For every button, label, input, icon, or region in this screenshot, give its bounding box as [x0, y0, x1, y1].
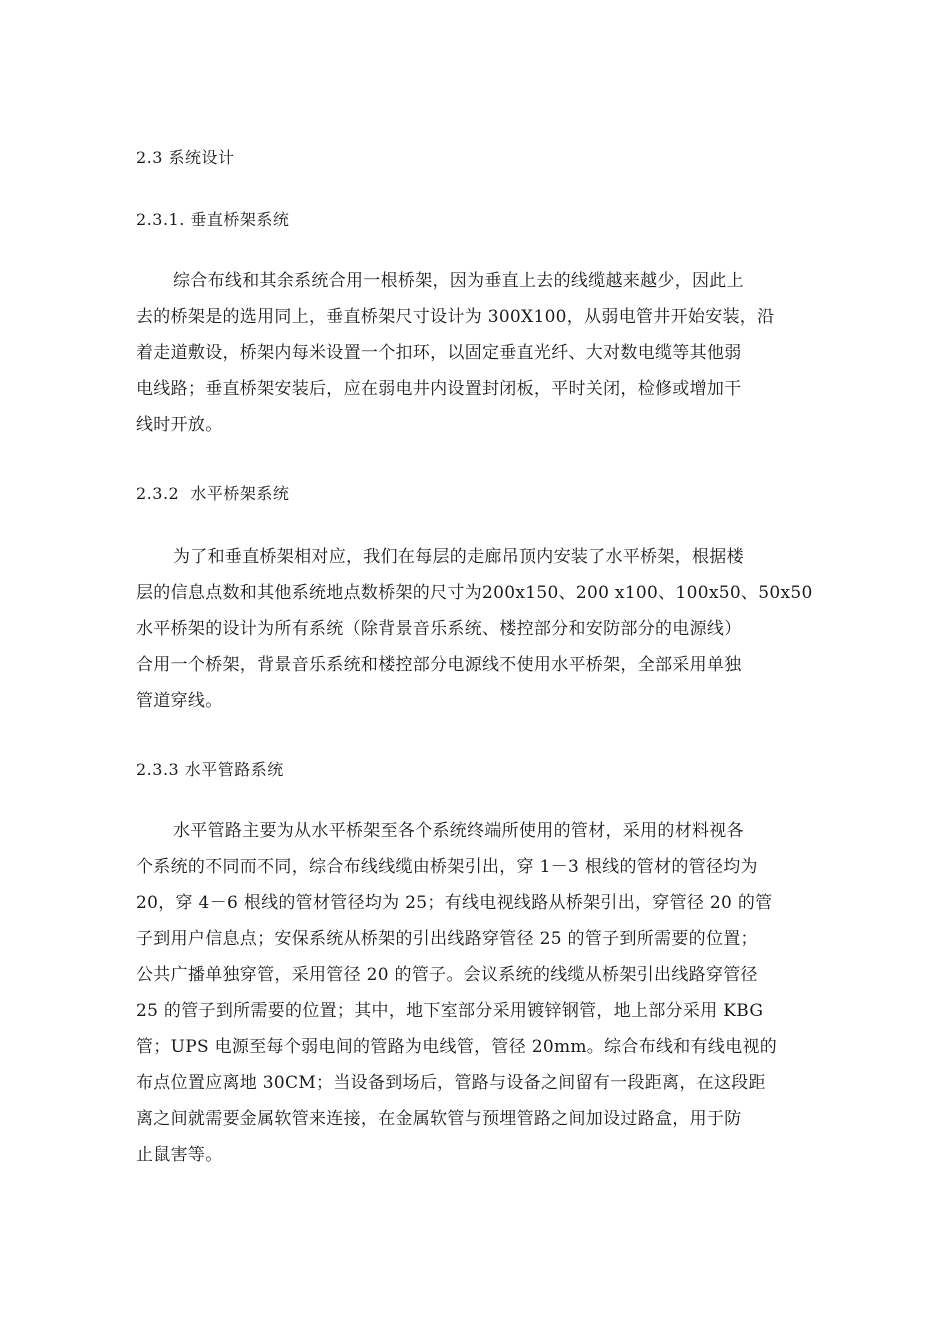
paragraph-line: 为了和垂直桥架相对应，我们在每层的走廊吊顶内安装了水平桥架，根据楼 — [173, 547, 744, 567]
paragraph-line: 综合布线和其余系统合用一根桥架，因为垂直上去的线缆越来越少，因此上 — [173, 271, 744, 291]
paragraph-line: 水平桥架的设计为所有系统（除背景音乐系统、楼控部分和安防部分的电源线） — [136, 619, 742, 639]
paragraph-line: 离之间就需要金属软管来连接，在金属软管与预埋管路之间加设过路盒，用于防 — [136, 1109, 742, 1129]
section-heading-2-3-2: 2.3.2 水平桥架系统 — [136, 484, 290, 503]
paragraph-line: 层的信息点数和其他系统地点数桥架的尺寸为200x150、200 x100、100x50、50x50 — [136, 583, 813, 603]
section-heading-2-3: 2.3 系统设计 — [136, 148, 235, 167]
paragraph-line: 管；UPS 电源至每个弱电间的管路为电线管，管径 20mm。综合布线和有线电视的 — [136, 1037, 778, 1057]
paragraph-line: 20，穿 4－6 根线的管材管径均为 25；有线电视线路从桥架引出，穿管径 20 的管 — [136, 893, 773, 913]
paragraph-line: 电线路；垂直桥架安装后，应在弱电井内设置封闭板，平时关闭，检修或增加干 — [136, 379, 742, 399]
paragraph-line: 着走道敷设，桥架内每米设置一个扣环，以固定垂直光纤、大对数电缆等其他弱 — [136, 343, 742, 363]
paragraph-line: 水平管路主要为从水平桥架至各个系统终端所使用的管材，采用的材料视各 — [173, 821, 744, 841]
paragraph-line: 25 的管子到所需要的位置；其中，地下室部分采用镀锌钢管，地上部分采用 KBG — [136, 1001, 764, 1021]
paragraph-line: 线时开放。 — [136, 415, 223, 435]
paragraph-line: 止鼠害等。 — [136, 1145, 223, 1165]
paragraph-line: 管道穿线。 — [136, 691, 223, 711]
paragraph-line: 子到用户信息点；安保系统从桥架的引出线路穿管径 25 的管子到所需要的位置； — [136, 929, 758, 949]
paragraph-line: 去的桥架是的选用同上，垂直桥架尺寸设计为 300X100，从弱电管井开始安装，沿 — [136, 307, 775, 327]
paragraph-line: 合用一个桥架，背景音乐系统和楼控部分电源线不使用水平桥架，全部采用单独 — [136, 655, 742, 675]
section-heading-2-3-3: 2.3.3 水平管路系统 — [136, 760, 284, 779]
section-heading-2-3-1: 2.3.1. 垂直桥架系统 — [136, 210, 290, 229]
paragraph-line: 个系统的不同而不同，综合布线线缆由桥架引出，穿 1－3 根线的管材的管径均为 — [136, 857, 758, 877]
paragraph-line: 布点位置应离地 30CM；当设备到场后，管路与设备之间留有一段距离，在这段距 — [136, 1073, 766, 1093]
paragraph-line: 公共广播单独穿管，采用管径 20 的管子。会议系统的线缆从桥架引出线路穿管径 — [136, 965, 758, 985]
